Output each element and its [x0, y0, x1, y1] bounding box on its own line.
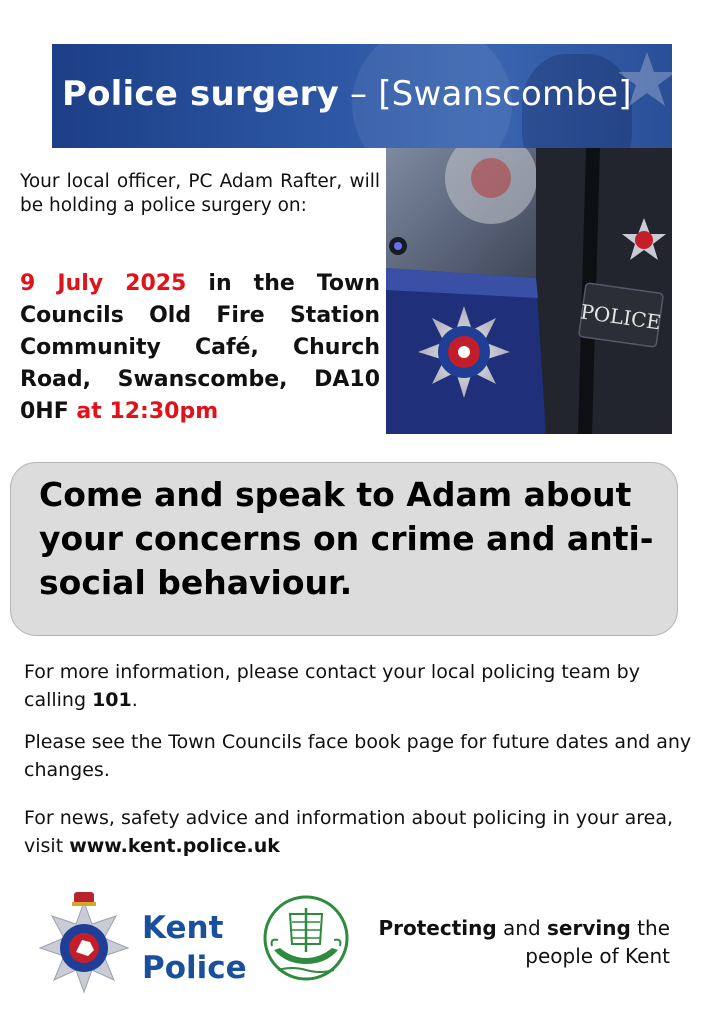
page-title [62, 74, 632, 114]
contact-paragraph [24, 658, 694, 714]
header-banner [52, 44, 672, 148]
intro-text: Your local officer, PC Adam Rafter, will be holding a police surgery on: [20, 171, 380, 216]
callout-box [10, 462, 678, 636]
news-paragraph [24, 804, 694, 860]
kent-police-crest-icon [36, 890, 132, 994]
town-council-ship-icon [262, 894, 350, 982]
brand-line-2: Police [142, 950, 247, 986]
callout-text: Come and speak to Adam about your concerns on crime and anti-social behaviour. [39, 475, 654, 602]
tagline-bold-2: serving [547, 916, 631, 940]
event-date: 9 July 2025 [20, 271, 187, 296]
brand-line-1: Kent [142, 910, 224, 946]
event-time: at 12:30pm [76, 399, 219, 424]
website-link[interactable]: www.kent.police.uk [69, 835, 280, 857]
facebook-paragraph: Please see the Town Councils face book page for future dates and any changes. [24, 731, 692, 781]
contact-suffix: . [131, 689, 138, 711]
tagline [356, 914, 670, 970]
title-bold: Police surgery [62, 74, 339, 114]
event-location: in the Town Councils Old Fire Station Community Café, Church Road, Swanscombe, DA10 0HF [20, 271, 381, 424]
event-details [20, 268, 380, 428]
officer-uniform-photo [386, 148, 672, 434]
news-prefix: For news, safety advice and information about policing in your area, visit [24, 807, 674, 857]
contact-prefix: For more information, please contact your local policing team by calling [24, 661, 640, 711]
tagline-mid: and [496, 916, 548, 940]
contact-number: 101 [92, 689, 132, 711]
tagline-end: the people of Kent [525, 916, 670, 968]
tagline-bold-1: Protecting [378, 916, 497, 940]
title-location: – [Swanscombe] [338, 74, 632, 114]
kent-police-wordmark [142, 908, 247, 988]
police-patch-text: POLICE [578, 299, 663, 335]
